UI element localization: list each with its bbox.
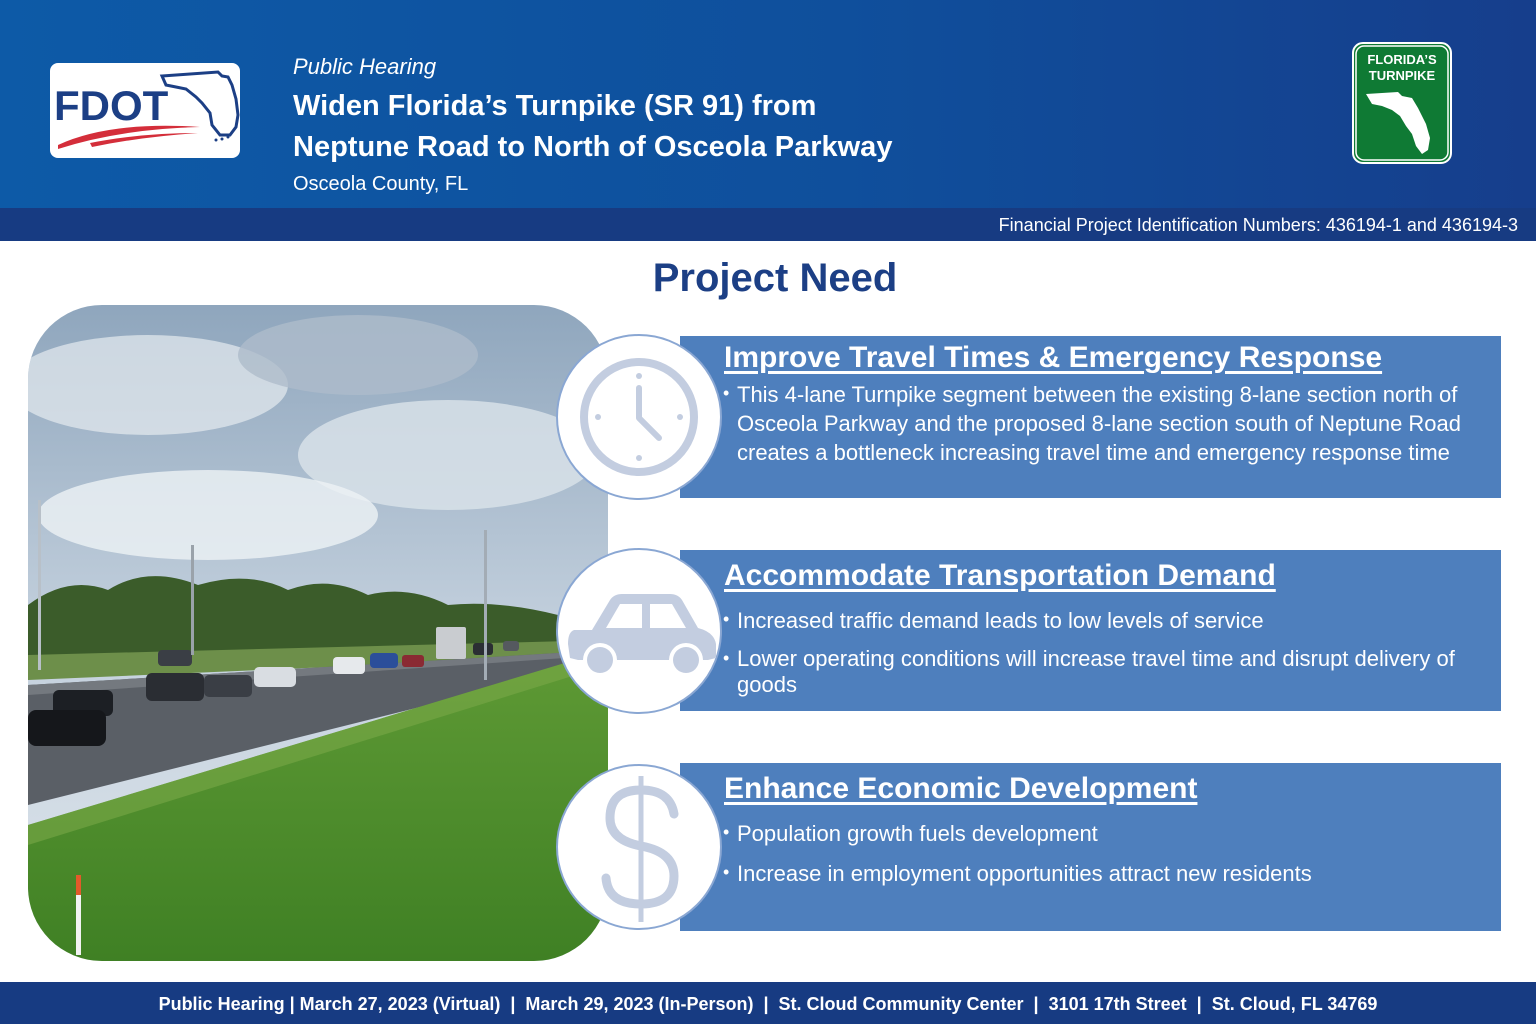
fpid-bar [0,208,1536,241]
dollar-icon [558,766,724,932]
svg-text:FDOT: FDOT [54,82,169,129]
need-bullet: • Increase in employment opportunities attract new residents [721,859,1490,888]
need-heading: Accommodate Transportation Demand [724,559,1276,592]
need-heading: Enhance Economic Development [724,772,1198,805]
fdot-logo [50,63,240,158]
project-title-line-2: Neptune Road to North of Osceola Parkway [293,131,893,163]
project-title [293,86,1053,168]
svg-text:FLORIDA’S: FLORIDA’S [1367,52,1437,67]
header-banner [0,0,1536,208]
need-bullet: • Increased traffic demand leads to low levels of service [721,606,1490,635]
car-icon [558,550,724,716]
hearing-subtitle: Public Hearing [293,54,437,79]
county-label: Osceola County, FL [293,173,469,195]
need-transportation-demand [556,550,1502,711]
icon-circle [556,334,722,500]
need-heading: Improve Travel Times & Emergency Response [724,341,1383,374]
project-title-line-1: Widen Florida’s Turnpike (SR 91) from [293,90,817,122]
clock-icon [558,336,724,502]
need-bullet: • Population growth fuels development [721,819,1490,848]
need-bullet: • Lower operating conditions will increase travel time and disrupt delivery of goods [721,646,1490,698]
need-travel-times [556,336,1502,498]
icon-circle [556,764,722,930]
icon-circle [556,548,722,714]
turnpike-traffic-photo [28,305,608,961]
fpid-numbers: Financial Project Identification Numbers: 436194-1 and 436194-3 [998,215,1518,235]
footer-bar [0,982,1536,1024]
section-title: Project Need [652,256,898,300]
need-bullet-list [721,380,1490,467]
need-bullet: • This 4-lane Turnpike segment between the existing 8-lane section north of Osceola Parkway and the proposed 8-lane section south of Neptune Road creates a bottleneck increasing travel time and emergency response time [721,380,1490,467]
florida-turnpike-logo [1352,42,1452,164]
hearing-details: Public Hearing | March 27, 2023 (Virtual) | March 29, 2023 (In-Person) | St. Cloud Community Center | 3101 17th Street | St. Cloud, FL 34769 [158,994,1378,1014]
svg-text:TURNPIKE: TURNPIKE [1368,68,1436,83]
need-bullet-list [721,819,1490,888]
need-bullet-list [721,606,1490,698]
need-economic-development [556,763,1502,931]
